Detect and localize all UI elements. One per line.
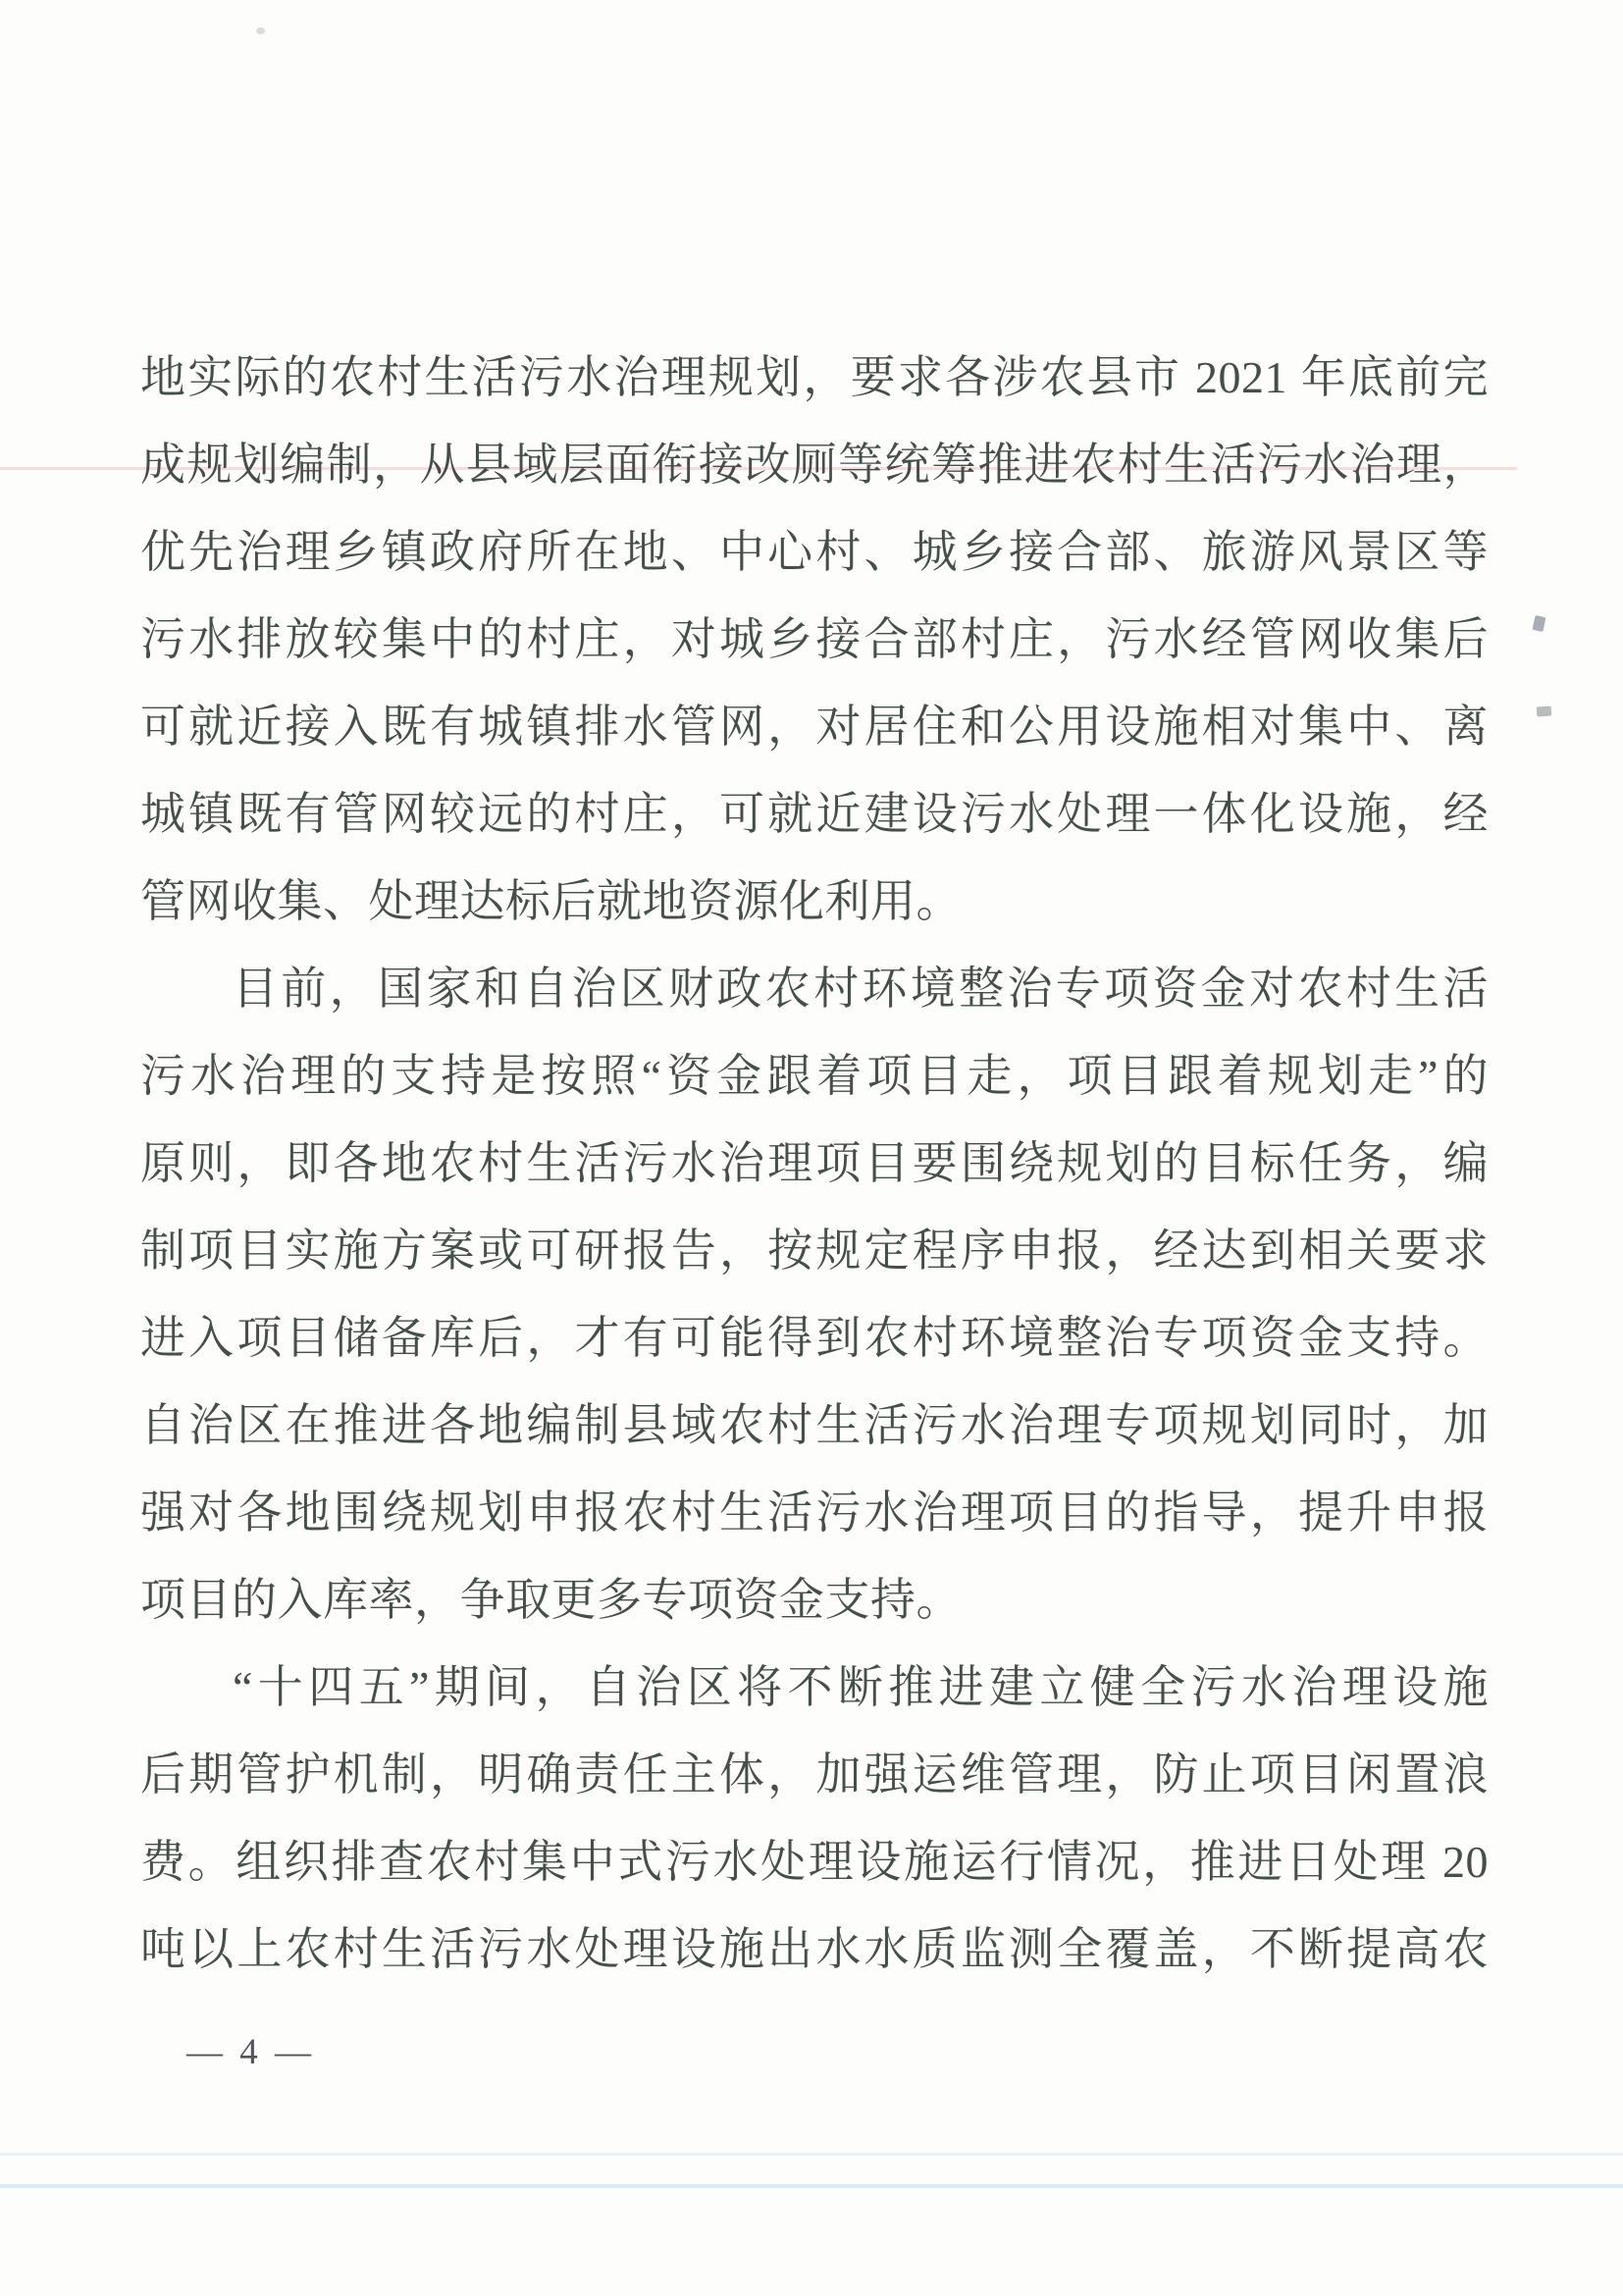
text-line: 污水排放较集中的村庄，对城乡接合部村庄，污水经管网收集后 <box>140 614 1489 664</box>
text-line: 地实际的农村生活污水治理规划，要求各涉农县市 2021 年底前完 <box>140 352 1489 402</box>
text-line-paragraph-start: 目前，国家和自治区财政农村环境整治专项资金对农村生活 <box>233 964 1489 1014</box>
text-line: 后期管护机制，明确责任主体，加强运维管理，防止项目闲置浪 <box>140 1749 1489 1800</box>
text-line: 优先治理乡镇政府所在地、中心村、城乡接合部、旅游风景区等 <box>140 527 1489 577</box>
scan-artifact-blue-line <box>0 2153 1623 2156</box>
text-line: 原则，即各地农村生活污水治理项目要围绕规划的目标任务，编 <box>140 1138 1489 1188</box>
text-line: 污水治理的支持是按照“资金跟着项目走，项目跟着规划走”的 <box>140 1051 1489 1101</box>
text-line-paragraph-start: “十四五”期间，自治区将不断推进建立健全污水治理设施 <box>233 1662 1489 1712</box>
text-line: 费。组织排查农村集中式污水处理设施运行情况，推进日处理 20 <box>140 1837 1489 1887</box>
text-line: 城镇既有管网较远的村庄，可就近建设污水处理一体化设施，经 <box>140 789 1489 839</box>
text-line: 制项目实施方案或可研报告，按规定程序申报，经达到相关要求 <box>140 1226 1489 1276</box>
scan-artifact-speck <box>1533 615 1546 632</box>
scan-artifact-blue-line <box>0 2184 1623 2188</box>
body-text <box>140 334 1489 1993</box>
text-line: 进入项目储备库后，才有可能得到农村环境整治专项资金支持。 <box>140 1313 1489 1363</box>
text-line: 吨以上农村生活污水处理设施出水水质监测全覆盖，不断提高农 <box>140 1924 1489 1974</box>
page-number: — 4 — <box>186 2032 315 2072</box>
text-line-paragraph-end: 管网收集、处理达标后就地资源化利用。 <box>140 876 962 926</box>
text-line: 自治区在推进各地编制县域农村生活污水治理专项规划同时，加 <box>140 1400 1489 1450</box>
scan-artifact-speck <box>1537 705 1552 716</box>
text-line-paragraph-end: 项目的入库率，争取更多专项资金支持。 <box>140 1575 962 1625</box>
scan-artifact-speck <box>256 27 265 34</box>
text-line: 强对各地围绕规划申报农村生活污水治理项目的指导，提升申报 <box>140 1487 1489 1538</box>
text-line: 可就近接入既有城镇排水管网，对居住和公用设施相对集中、离 <box>140 702 1489 752</box>
text-line: 成规划编制，从县域层面衔接改厕等统筹推进农村生活污水治理， <box>140 440 1489 490</box>
